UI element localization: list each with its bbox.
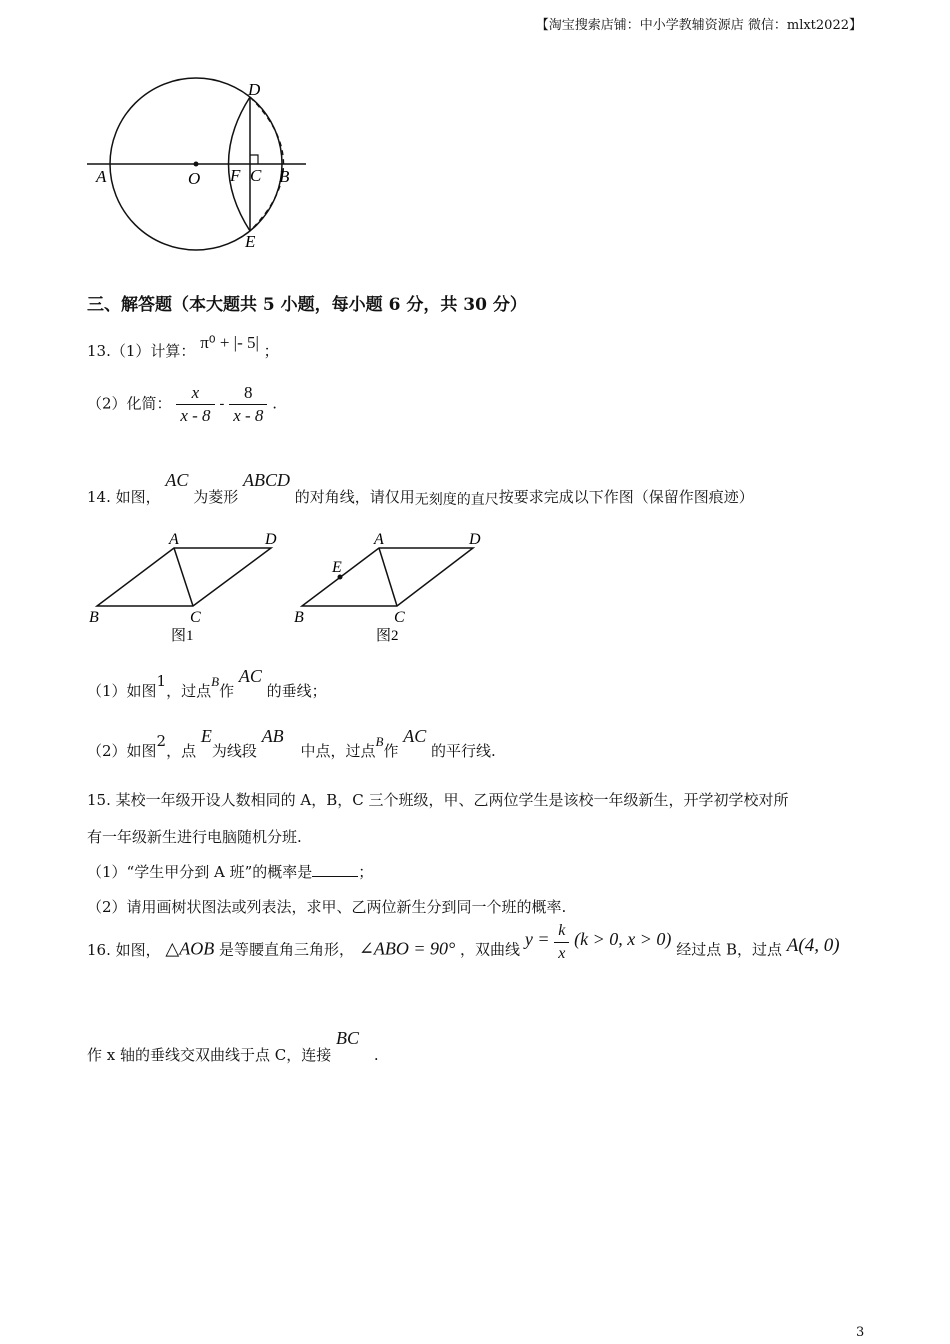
fraction-1: $\frac{x}{x - 8}$ <box>176 382 214 427</box>
q15-line2: 有一年级新生进行电脑随机分班. <box>87 828 302 846</box>
circle-figure <box>80 75 320 255</box>
label-a: A <box>96 167 107 186</box>
fraction-2: $\frac{8}{x - 8}$ <box>229 382 267 427</box>
q13-part1: 13.（1）计算： π⁰ + |- 5| ； <box>87 333 279 360</box>
svg-text:A: A <box>374 531 384 548</box>
label-c: C <box>250 166 262 185</box>
fig2-caption: 图2 <box>376 628 399 644</box>
svg-text:B: B <box>89 609 99 626</box>
q15-line1: 15. 某校一年级开设人数相同的 A，B，C 三个班级，甲、乙两位学生是该校一年级新生，开学初学校对所 <box>87 791 789 809</box>
svg-text:C: C <box>190 609 201 626</box>
label-e: E <box>245 232 256 251</box>
svg-text:D: D <box>469 531 481 548</box>
label-d: D <box>248 80 261 99</box>
label-f: F <box>230 166 241 185</box>
q15-part2: （2）请用画树状图法或列表法，求甲、乙两位新生分到同一个班的概率. <box>87 898 567 916</box>
q16-line2: 作 x 轴的垂线交双曲线于点 C，连接 BC . <box>87 1028 379 1064</box>
label-b: B <box>279 167 290 186</box>
answer-blank <box>312 864 358 877</box>
svg-text:D: D <box>265 531 277 548</box>
svg-text:B: B <box>294 609 304 626</box>
q16-line1: 16. 如图， △AOB 是等腰直角三角形， ∠ABO = 90° ，双曲线 y = $\frac{k}{x}$ (k > 0, x > 0) 经过点 B，过点 A(4, 0) <box>87 928 840 973</box>
svg-text:A: A <box>169 531 179 548</box>
q13-expr: π⁰ + |- 5| <box>200 333 259 352</box>
q14-stem: 14. 如图， AC 为菱形 ABCD 的对角线，请仅用无刻度的直尺按要求完成以下作图（保留作图痕迹） <box>87 470 754 508</box>
page-number: 3 <box>856 1325 865 1340</box>
svg-text:C: C <box>394 609 405 626</box>
page-header: 【淘宝搜索店铺：中小学教辅资源店 微信：mlxt2022】 <box>535 18 862 33</box>
q15-part1: （1）“学生甲分到 A 班”的概率是 ； <box>87 863 374 881</box>
section-title: 三、解答题（本大题共 5 小题，每小题 6 分，共 30 分） <box>87 295 527 315</box>
right-angle-mark <box>250 155 258 164</box>
q14-part2: （2）如图2，点 E为线段 AB 中点，过点B作 AC 的平行线. <box>87 726 496 760</box>
rhombus-figure-2 <box>290 528 500 648</box>
fig1-caption: 图1 <box>171 628 194 644</box>
rhombus-figure-1 <box>85 528 290 648</box>
k-over-x: $\frac{k}{x}$ <box>554 920 569 965</box>
svg-text:E: E <box>332 559 342 576</box>
q14-part1: （1）如图1，过点B作 AC 的垂线； <box>87 666 327 700</box>
q13-part2: （2）化简： $\frac{x}{x - 8}$ - $\frac{8}{x - 8}$ . <box>87 383 277 425</box>
center-point <box>194 162 199 167</box>
label-o: O <box>188 169 201 188</box>
